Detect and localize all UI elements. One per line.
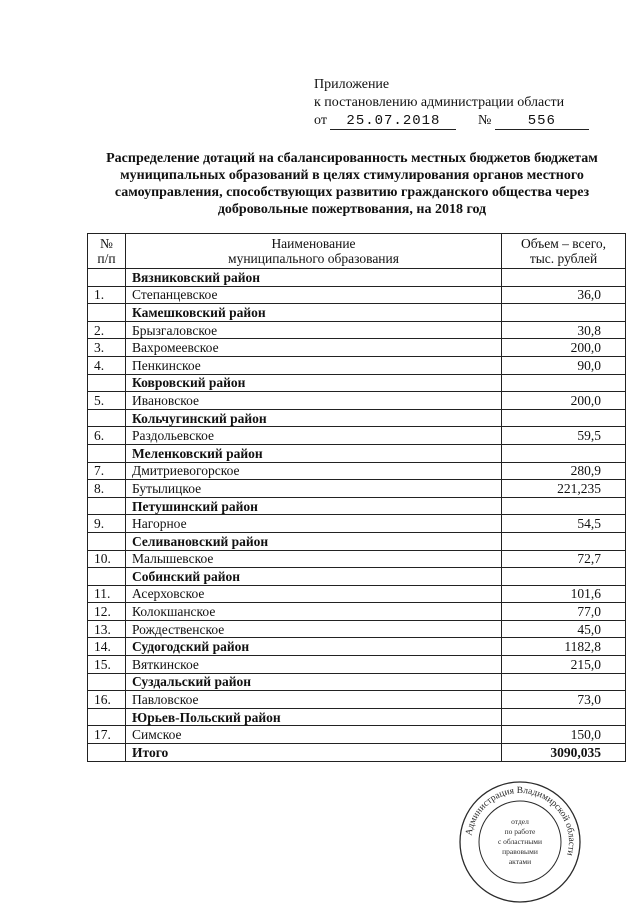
row-name: Брызгаловское [126, 321, 502, 339]
subsidy-table [87, 233, 626, 762]
appendix-resolution-reference: к постановлению администрации области [314, 95, 565, 110]
table-row [88, 392, 626, 410]
row-number: 10. [88, 550, 126, 568]
row-name: Петушинский район [126, 497, 502, 515]
column-header-amount [502, 234, 626, 269]
table-row [88, 550, 626, 568]
table-row [88, 638, 626, 656]
row-number: 4. [88, 356, 126, 374]
row-name: Меленковский район [126, 444, 502, 462]
row-name: Асерховское [126, 585, 502, 603]
table-row [88, 339, 626, 357]
row-amount: 1182,8 [502, 638, 626, 656]
title-line: самоуправления, способствующих развитию гражданского общества через [114, 185, 590, 200]
title-line: добровольные пожертвования, на 2018 год [217, 202, 487, 217]
table-header-row [88, 234, 626, 269]
table-row [88, 462, 626, 480]
row-name: Вахромеевское [126, 339, 502, 357]
row-amount: 101,6 [502, 585, 626, 603]
row-name: Вязниковский район [126, 269, 502, 287]
row-amount: 3090,035 [502, 744, 626, 762]
row-name: Степанцевское [126, 286, 502, 304]
stamp-ring-text: Администрация Владимирской области [464, 785, 577, 857]
row-name: Дмитриевогорское [126, 462, 502, 480]
table-row [88, 656, 626, 674]
row-number: 9. [88, 515, 126, 533]
row-name: Собинский район [126, 568, 502, 586]
row-name: Рождественское [126, 620, 502, 638]
row-amount [502, 374, 626, 392]
row-amount: 280,9 [502, 462, 626, 480]
row-number: 15. [88, 656, 126, 674]
district-row [88, 409, 626, 427]
row-name: Колокшанское [126, 603, 502, 621]
district-row [88, 497, 626, 515]
row-number: 1. [88, 286, 126, 304]
row-name: Пенкинское [126, 356, 502, 374]
row-amount: 36,0 [502, 286, 626, 304]
appendix-date-number-line [314, 112, 589, 130]
column-header-name [126, 234, 502, 269]
row-name: Кольчугинский район [126, 409, 502, 427]
table-row [88, 691, 626, 709]
header-text: муниципального образования [228, 251, 399, 266]
from-label: от [314, 113, 327, 128]
row-number [88, 374, 126, 392]
row-number [88, 532, 126, 550]
row-name: Камешковский район [126, 304, 502, 322]
district-row [88, 304, 626, 322]
row-name: Суздальский район [126, 673, 502, 691]
row-number [88, 708, 126, 726]
table-row [88, 620, 626, 638]
row-amount: 30,8 [502, 321, 626, 339]
row-name: Судогодский район [126, 638, 502, 656]
header-text: Объем – всего, [520, 236, 607, 251]
row-name: Малышевское [126, 550, 502, 568]
row-number: 11. [88, 585, 126, 603]
row-amount [502, 409, 626, 427]
row-amount [502, 444, 626, 462]
resolution-number: 556 [495, 113, 589, 130]
document-title [78, 150, 626, 218]
row-amount: 200,0 [502, 392, 626, 410]
row-name: Селивановский район [126, 532, 502, 550]
appendix-label: Приложение [314, 77, 390, 92]
row-amount [502, 708, 626, 726]
table-row [88, 515, 626, 533]
district-row [88, 269, 626, 287]
row-number: 14. [88, 638, 126, 656]
district-row [88, 673, 626, 691]
row-amount: 45,0 [502, 620, 626, 638]
row-number: 5. [88, 392, 126, 410]
row-name: Павловское [126, 691, 502, 709]
row-amount [502, 269, 626, 287]
stamp-line: с областными [497, 837, 543, 846]
row-amount: 200,0 [502, 339, 626, 357]
row-name: Раздольевское [126, 427, 502, 445]
table-row [88, 480, 626, 498]
row-number [88, 304, 126, 322]
header-text: № [100, 236, 113, 251]
row-number [88, 568, 126, 586]
stamp-line: правовыми [502, 847, 538, 856]
row-number: 16. [88, 691, 126, 709]
row-name: Симское [126, 726, 502, 744]
district-row [88, 532, 626, 550]
row-amount [502, 673, 626, 691]
row-name: Ковровский район [126, 374, 502, 392]
header-text: п/п [97, 251, 116, 266]
row-number [88, 497, 126, 515]
header-text: Наименование [271, 236, 356, 251]
resolution-date: 25.07.2018 [330, 113, 456, 130]
row-number [88, 409, 126, 427]
district-row [88, 444, 626, 462]
stamp-line: отдел [511, 817, 529, 826]
row-number [88, 444, 126, 462]
row-name: Юрьев-Польский район [126, 708, 502, 726]
row-number: 7. [88, 462, 126, 480]
row-number: 8. [88, 480, 126, 498]
table-row [88, 356, 626, 374]
row-name: Бутылицкое [126, 480, 502, 498]
table-row [88, 321, 626, 339]
table-row [88, 585, 626, 603]
district-row [88, 374, 626, 392]
header-text: тыс. рублей [529, 251, 598, 266]
row-amount: 72,7 [502, 550, 626, 568]
row-amount: 150,0 [502, 726, 626, 744]
title-line: муниципальных образований в целях стимулирования органов местного [120, 168, 584, 183]
row-number [88, 269, 126, 287]
table-body [88, 269, 626, 762]
row-amount [502, 568, 626, 586]
row-number: 2. [88, 321, 126, 339]
row-number: 13. [88, 620, 126, 638]
row-name: Вяткинское [126, 656, 502, 674]
row-name: Ивановское [126, 392, 502, 410]
table-row [88, 603, 626, 621]
table-row [88, 427, 626, 445]
row-amount: 59,5 [502, 427, 626, 445]
row-number [88, 744, 126, 762]
table-row [88, 286, 626, 304]
row-number: 6. [88, 427, 126, 445]
column-header-number [88, 234, 126, 269]
row-name: Итого [126, 744, 502, 762]
total-row [88, 744, 626, 762]
row-amount [502, 532, 626, 550]
row-amount: 90,0 [502, 356, 626, 374]
row-amount: 73,0 [502, 691, 626, 709]
table-row [88, 726, 626, 744]
row-amount: 54,5 [502, 515, 626, 533]
row-number: 17. [88, 726, 126, 744]
stamp-line: актами [508, 857, 532, 866]
row-number [88, 673, 126, 691]
row-number: 3. [88, 339, 126, 357]
row-amount [502, 304, 626, 322]
district-row [88, 568, 626, 586]
number-label: № [477, 113, 492, 128]
row-amount: 77,0 [502, 603, 626, 621]
appendix-header [314, 76, 589, 130]
district-row [88, 708, 626, 726]
row-number: 12. [88, 603, 126, 621]
official-stamp [458, 780, 582, 904]
row-amount [502, 497, 626, 515]
title-line: Распределение дотаций на сбалансированность местных бюджетов бюджетам [106, 151, 598, 166]
row-amount: 221,235 [502, 480, 626, 498]
row-name: Нагорное [126, 515, 502, 533]
stamp-line: по работе [504, 827, 536, 836]
row-amount: 215,0 [502, 656, 626, 674]
